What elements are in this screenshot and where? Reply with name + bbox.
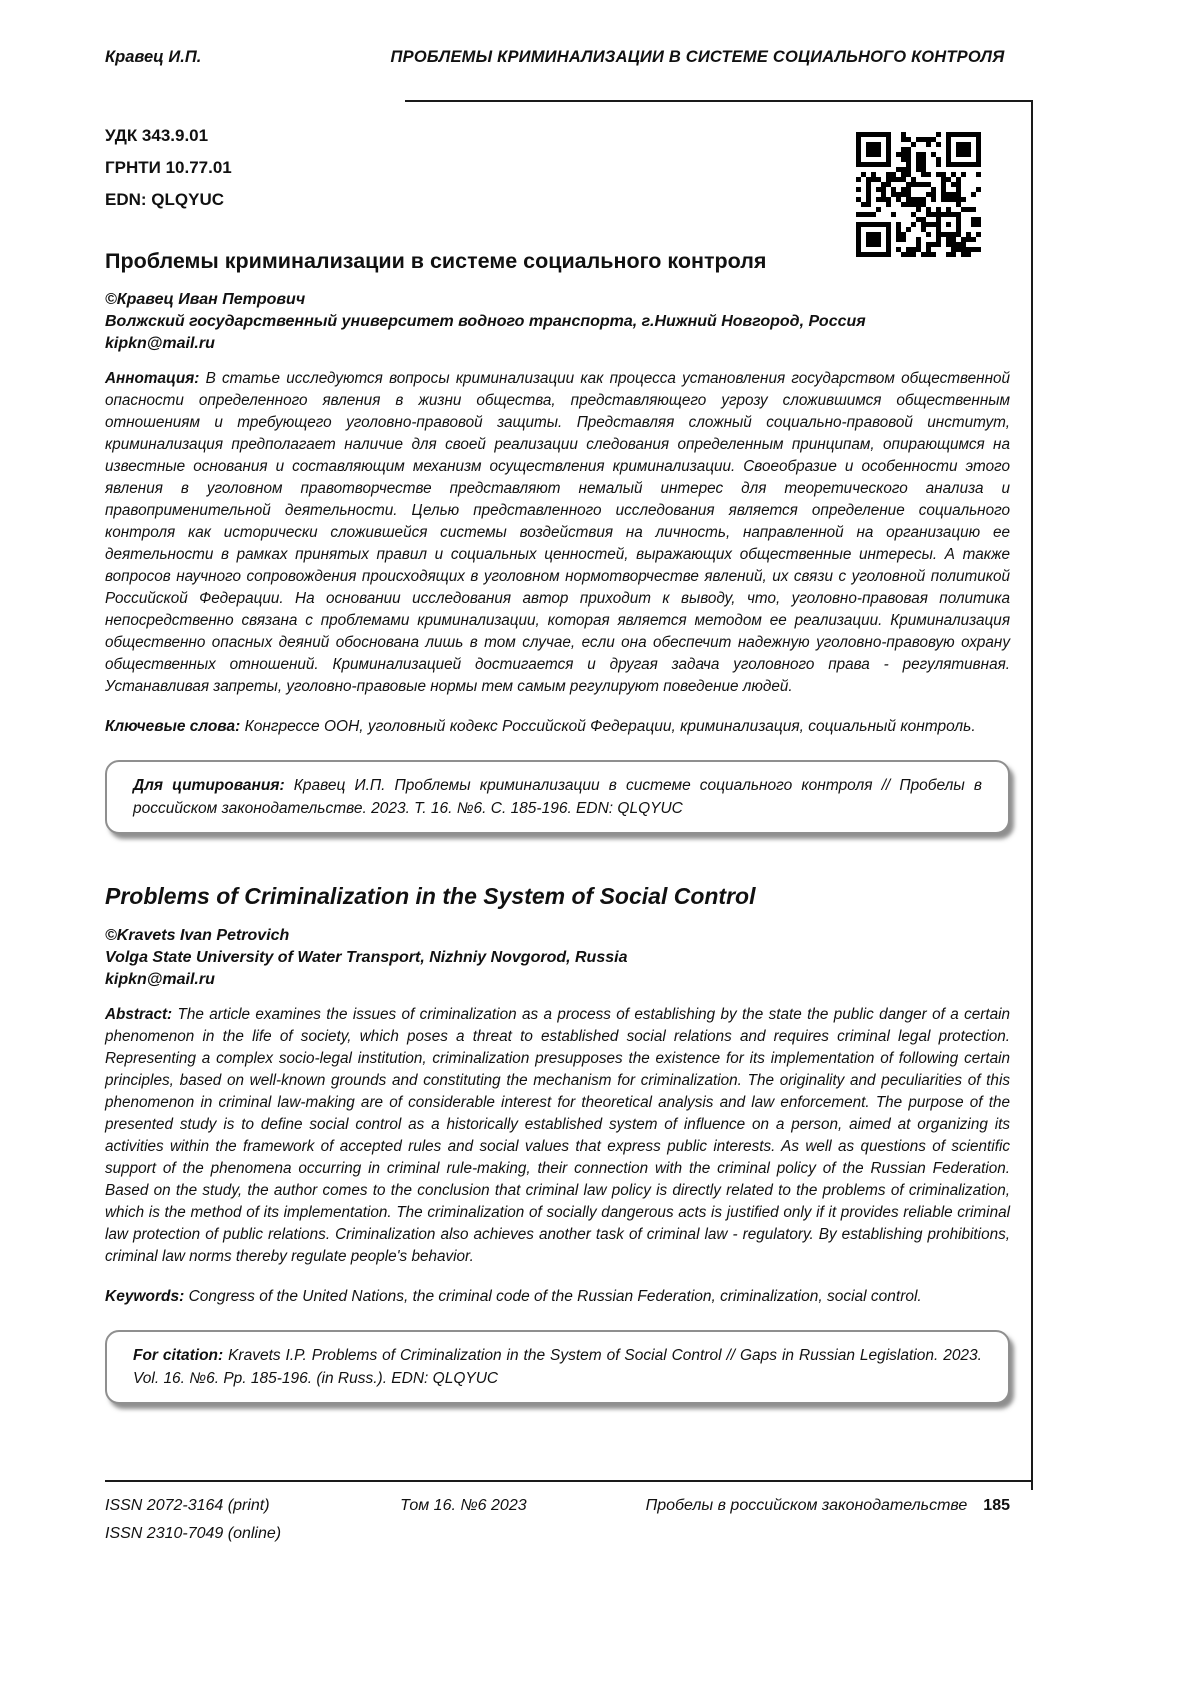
footer-right-block [646,1492,1010,1520]
abstract-text-en: The article examines the issues of criminalization as a process of establishing by the state the public danger of a certain phenomenon in the life of society, which poses a threat to established social relations and requires criminal legal protection. Representing a complex socio-legal institution, criminalization presupposes the existence for its implementation of following certain principles, based on well-known grounds and constituting the mechanism for criminalization. The originality and peculiarities of this phenomenon in criminal law-making are of considerable interest for theoretical analysis and law enforcement. The purpose of the presented study is to define social control as a historically established system of influence on a person, aimed at organizing its activities within the framework of accepted rules and social values that express public interests. As well as questions of scientific support of the phenomena occurring in criminal rule-making, their connection with the criminal policy of the Russian Federation. Based on the study, the author comes to the conclusion that criminal law policy is directly related to the problems of criminalization, which is the method of its implementation. The criminalization of socially dangerous acts is justified only if it provides reliable criminal law protection of public relations. Criminalization also achieves another task of criminal law - regulatory. By establishing prohibitions, criminal law norms thereby regulate people's behavior. [105,1006,1010,1265]
content-column [105,46,1010,1404]
author-email-ru: kipkn@mail.ru [105,335,215,352]
citation-text-en: Kravets I.P. Problems of Criminalization in the System of Social Control // Gaps in Russian Legislation. 2023. Vol. 16. №6. Pp. 185-196. (in Russ.). EDN: QLQYUC [133,1347,982,1387]
running-head-author: Кравец И.П. [105,48,202,66]
author-block-en [105,925,1010,991]
keywords-ru [105,716,1010,738]
citation-box-en [105,1330,1010,1404]
abstract-text-ru: В статье исследуются вопросы криминализации как процесса установления государством общественной опасности определенного явления в жизни общества, представляющего угрозу сложившимся общественным отношениям и требующего уголовно-правовой защиты. Представляя сложный социально-правовой институт, криминализация предполагает наличие для своей реализации следования определенным принципам, опирающимся на известные основания и составляющим механизм осуществления криминализации. Своеобразие и особенности этого явления в уголовном правотворчестве представляют немалый интерес для теоретического анализа и правоприменительной деятельности. Целью представленного исследования является определение социального контроля как исторически сложившейся системы воздействия на личность, направленной на организацию ее деятельности в рамках принятых правил и социальных ценностей, выражающих общественные интересы. А также вопросов научного сопровождения происходящих в уголовном нормотворчестве явлений, их связи с уголовной политикой Российской Федерации. На основании исследования автор приходит к выводу, что, уголовно-правовая политика непосредственно связана с проблемами криминализации, которая является методом ее реализации. Криминализация общественно опасных деяний обоснована лишь в том случае, если она обеспечит надежную уголовно-правовую охрану общественных отношений. Криминализацией достигается и другая задача уголовного права - регулятивная. Устанавливая запреты, уголовно-правовые нормы тем самым регулируют поведение людей. [105,370,1010,695]
page-footer [105,1492,1010,1548]
issn-block [105,1492,281,1548]
citation-label-ru: Для цитирования: [133,777,285,794]
affiliation-ru: Волжский государственный университет водного транспорта, г.Нижний Новгород, Россия [105,313,866,330]
author-email-en: kipkn@mail.ru [105,971,215,988]
abstract-ru [105,368,1010,698]
keywords-text-en: Congress of the United Nations, the criminal code of the Russian Federation, criminalization, social control. [188,1288,922,1305]
citation-text-ru: Кравец И.П. Проблемы криминализации в системе социального контроля // Пробелы в российском законодательстве. 2023. Т. 16. №6. С. 185-196. EDN: QLQYUC [133,777,982,817]
affiliation-en: Volga State University of Water Transport, Nizhniy Novgorod, Russia [105,949,628,966]
citation-box-ru [105,760,1010,834]
author-name-en: ©Kravets Ivan Petrovich [105,927,290,944]
udk-code: УДК 343.9.01 [105,126,209,145]
edn-code: EDN: QLQYUC [105,190,224,209]
issn-print: ISSN 2072-3164 (print) [105,1497,270,1514]
running-head [105,46,1010,68]
grnti-code: ГРНТИ 10.77.01 [105,158,232,177]
footer-journal-name: Пробелы в российском законодательстве [645,1497,968,1514]
author-name-ru: ©Кравец Иван Петрович [105,291,306,308]
footer-page-number: 185 [983,1497,1010,1514]
abstract-en [105,1004,1010,1268]
keywords-label-ru: Ключевые слова: [105,718,241,735]
author-block-ru [105,289,1010,355]
footer-volume: Том 16. №6 2023 [400,1497,527,1514]
article-title-en: Problems of Criminalization in the System of Social Control [105,883,756,909]
footer-rule [105,1480,1033,1482]
keywords-text-ru: Конгрессе ООН, уголовный кодекс Российской Федерации, криминализация, социальный контроль. [244,718,976,735]
citation-label-en: For citation: [133,1347,224,1364]
article-title-ru: Проблемы криминализации в системе социального контроля [105,249,767,273]
keywords-en [105,1286,1010,1308]
issn-online: ISSN 2310-7049 (online) [105,1525,282,1542]
article-meta [105,120,1010,216]
abstract-label-ru: Аннотация: [105,370,200,387]
right-edge-rule [1031,100,1033,1490]
keywords-label-en: Keywords: [105,1288,185,1305]
running-head-title: ПРОБЛЕМЫ КРИМИНАЛИЗАЦИИ В СИСТЕМЕ СОЦИАЛЬНОГО КОНТРОЛЯ [390,48,1005,66]
abstract-label-en: Abstract: [105,1006,173,1023]
